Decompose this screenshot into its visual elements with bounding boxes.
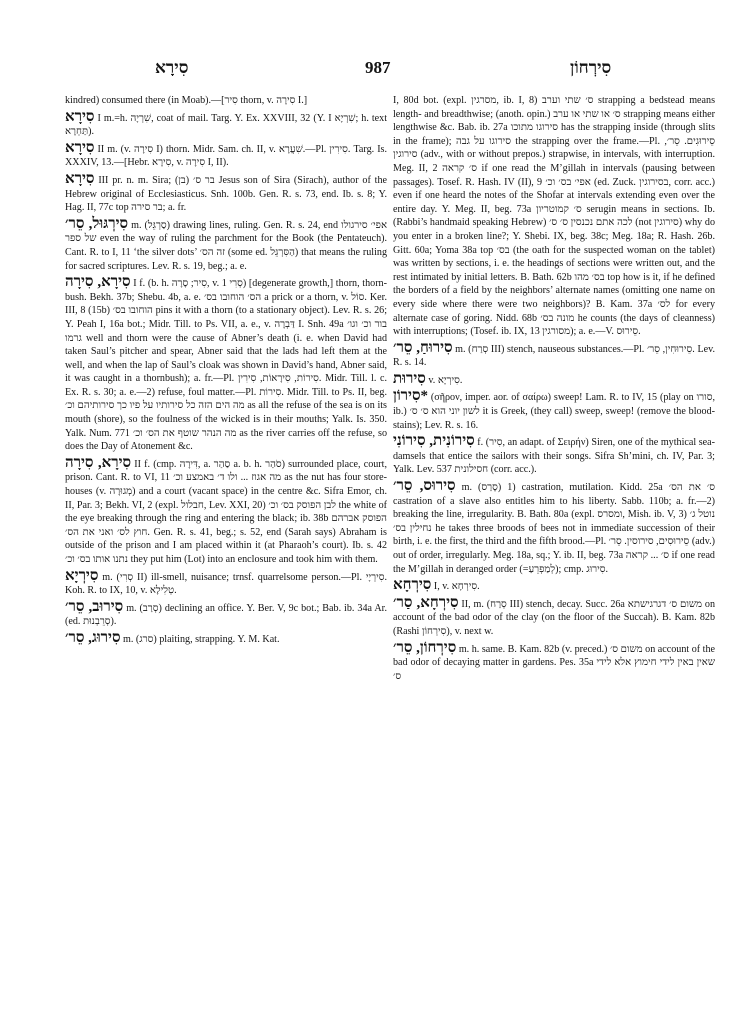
dictionary-entry	[65, 569, 387, 598]
page-header	[60, 58, 720, 82]
entry-headword: סִירוּב, סֵר׳	[65, 598, 124, 615]
entry-text: II, m. (סְרַח III) stench, decay. Succ. 26a משום ס׳ דגרגישתא on account of the bad odor of the clay (on the floor of the Succah). B. Kam. 82b (Rashi סִירְחוֹן), v. next w.	[393, 598, 715, 637]
entry-text: m. (סְרַב) declining an office. Y. Ber. V, 9c bot.; Bab. ib. 34a Ar. (ed. סְרֵבְנוּת).	[65, 602, 388, 628]
dictionary-entry	[393, 389, 715, 432]
dictionary-entry	[393, 92, 715, 339]
entry-headword: סִירְחָא, סַר׳	[393, 594, 459, 611]
entry-text: I, 80d bot. (expl. מסרגין, ib. I, 8) ס׳ שתי וערב strapping a bedstead means length- and breadthwise; (anoth. opin.) ס׳ או שתי או ערב strapping means either lengthwise &c. Bab. ib. 27a סירוגו מתוכו has the strapping inside (through slits in the frame); סירוגו על גבה the strapping over the frame.—Pl. סֵירוּגִים. סֵר׳, סירוגין (adv., with or without prepos.) strapwise, in intervals, with interruption. Meg. II, 2 ס׳ קראה if one read the M’gillah in intervals (pausing between passages). Tosef. R. Hash. IV (II), 9 אפי׳ בס׳ וכ׳ (ed. Zuck. בסירוגין, corr. acc.) even if one heard the notes of the Shofar at intervals extending even over the entire day. Y. Meg. II, beg. 73a ס׳ קמוטריון serugin means in sections. Ib. (Rabbi’s handmaid speaking Hebrew) לכה אתם נכנסין ס׳ ס׳ (not סירוגין) why do you enter in a broken line?; Y. Shebi. IX, beg. 38c; Meg. 18a; R. Hash. 26b. Gitt. 60a; Yoma 38a top בס׳ (the oath for the suspected woman on the tablet) was written by sections, i. e. the headings of sections were written out, and the rest intimated by initial letters. B. Bath. 62b בס׳ מהו top how is it, if he defined the borders of a field by the neighbors’ alternate names (omitting one name on every side where there were two neighbors)? B. Kam. 37a לס׳ for every alternate case of goring. Nidd. 68b מונה בס׳ he counts (the days of cleanness) with interruptions; (Tosef. ib. IX, 13 מסורגין); a. e.—V. סֵירוּס.	[393, 95, 716, 338]
left-headword: סִירָא	[155, 58, 189, 77]
page-number: 987	[365, 58, 391, 77]
dictionary-entry	[65, 141, 387, 170]
dictionary-entry	[65, 110, 387, 139]
entry-text: v. סִירְיָא.	[428, 374, 463, 386]
dictionary-entry	[65, 631, 387, 647]
entry-text: I m.=h. שִׁרְיָה, coat of mail. Targ. Y. Ex. XXVIII, 32 (Y. I שִׁרְיָא; h. text תַּחְרָא).	[65, 112, 387, 138]
entry-text: I f. (b. h. סִיר; סָרָה, v. סְרִי 1) [degenerate growth,] thorn, thorn-bush. Bekh. 37b; Shebu. 4b, a. e. הס׳ הוחובו בס׳ a prick or a thorn, v. סוֹל. Ker. III, 8 (15b) הוחובו בס׳ pins it with a thorn (to a stationary object). Lev. R. s. 26; Y. Peah I, 16a bot.; Midr. Till. to Ps. VII, a. e., v. דַּבְרָה I. Snh. 49a בור וכ׳ וגו׳ גרמו well and thorn were the cause of Abner’s death (i. e. when David had taken Saul’s pitcher and spear, Abner said that the lads had left them at the well, and when the lap of Saul’s cloak was shown in David’s hand, Abner said, it was caught in a thornbush); a. fr.—Pl. סִירוֹת, סִירָאוֹת, סִירִין. Midr. Till. l. c. Ex. R. s. 30; a. e.—2) refuse, foul matter.—Pl. סִירוֹת. Midr. Till. to Ps. II, beg. מה הים הזה כל סירותיו על פיו כך סירותיהם וכ׳ as all the refuse of the sea is on its mouth (shore), so the foulness of the wicked is in their mouths; Yalk. Is. 350. Yalk. Num. 771 מה הנהר שוטף את הס׳ וכ׳ as the river carries off the refuse, so does the Day of Atonement &c.	[65, 278, 388, 453]
dictionary-entry	[393, 479, 715, 576]
dictionary-entry	[65, 456, 387, 567]
entry-headword: סִירוּג, סֵר׳	[65, 629, 121, 646]
right-headword: סִירְחוֹן	[570, 58, 612, 77]
entry-text: m. (סְרִי II) ill-smell, nuisance; trnsf. quarrelsome person.—Pl. סִירְיָי. Koh. R. to IX, 10, v. טְלִילָא.	[65, 571, 387, 597]
entry-text: m. (סַרְגֵּל) drawing lines, ruling. Gen. R. s. 24, end אפי׳ סירגולו של ספר even the way of ruling the parchment for the Book (the Pentateuch). Cant. R. to I, 11 ‘the silver dots’ זה הס׳ (some ed. הַסִּרְגֵּל) that means the ruling for sacred scriptures. Lev. R. s. 19, beg.; a. e.	[65, 219, 388, 272]
entry-text: III pr. n. m. Sira; (בן) בר ס׳ Jesus son of Sira (Sirach), author of the Hebrew original of Ecclesiasticus. Snh. 100b. Gen. R. s. 73, end. Ib. s. 8; Y. Hag. II, 77c top בר סירה; a. fr.	[65, 174, 388, 214]
dictionary-entry	[393, 641, 715, 684]
entry-headword: סִירָא	[65, 108, 95, 125]
entry-text: f. (סִיר, an adapt. of Σειρήν) Siren, one of the mythical sea-damsels that entice the sailors with their songs. Sifra Sh’mini, ch. IV, Par. 3; Yalk. Lev. 537 חסילונית (corr. acc.).	[393, 437, 715, 476]
dictionary-entry	[393, 596, 715, 639]
dictionary-entry	[393, 434, 715, 477]
dictionary-entry	[65, 217, 387, 273]
dictionary-entry	[393, 372, 715, 388]
dictionary-entry	[65, 600, 387, 629]
entry-headword: סִירָא, סִירָה	[65, 454, 132, 471]
entry-headword: סִירוֹנִית, סִירוֹנִי	[393, 433, 475, 450]
entry-headword: סִירְיָא	[65, 567, 99, 584]
dictionary-entry	[393, 341, 715, 370]
entry-text: kindred) consumed there (in Moab).—[סִיר thorn, v. סִירָה I.]	[65, 95, 308, 106]
entry-text: (σῆρον, imper. aor. of σαίρω) sweep! Lam. R. to IV, 15 (play on סורו, ib.) לשון יוני הוא ס׳ ס׳ it is Greek, (they call) sweep, sweep! (remove the blood-stains); Lev. R. s. 16.	[393, 392, 716, 431]
left-column	[65, 92, 387, 649]
entry-headword: סִירָא	[65, 139, 95, 156]
entry-text: m. h. same. B. Kam. 82b (v. preced.) משום ס׳ on account of the bad odor of decaying matter in gardens. Pes. 35a שאין באין לידי חימוץ אלא לידי ס׳	[393, 643, 716, 682]
entry-headword: סִירָא	[65, 170, 95, 187]
entry-headword: סִירְגּוּל, סֵר׳	[65, 215, 129, 232]
entry-text: m. (סָרַס) 1) castration, mutilation. Kidd. 25a ס׳ את הס׳ castration of a slave also entitles him to his liberty. Sabb. 110b; a. fr.—2) breaking the line, irregularity. B. Bath. 80a (expl. ומסרס, Mish. ib. V, 3) נוטל ג׳ נחילין בס׳ he takes three broods of bees not in immediate succession of their birth, i. e. the first, the third and the fifth brood.—Pl. סֵירוּסִים, סירוסין. סֵר׳ (adv.) out of order, irregularly. Meg. 18a, sq.; Y. ib. II, beg. 73a ס׳ ... קראה if one read the M’gillah in deranged order (=לְמַפְרֵעַ); cmp. סִירוּג.	[393, 482, 716, 575]
entry-text: II f. (cmp. דִּירָה, a. סַהַר a. b. h. סֹהַר) surrounded place, court, prison. Cant. R. to VI, 11 מה אגוז ... ולו ד׳ באמצע וכ׳ as the nut has four store-houses (v. מְגוּרָה) and a court (vacant space) in the centre &c. Sifra Emor, ch. II, Par. 3; Bekh. VI, 2 (expl. חבלול, Lev. XXI, 20) לבן הפוסק בס׳ וכ׳ the white of the eye breaking through the ring and entering the black; ib. 38b הפוסק אברהם חוץ לס׳ ואני את הס׳. Gen. R. s. 41, beg.; s. 52, end (Sarah says) Abraham is outside of the prison and I am placed within it (at Pharaoh’s court). Ib. s. 42 נתנו אותו בס׳ וכ׳ they put him (Lot) into an enclosure and took him with them.	[65, 458, 387, 565]
entry-headword: סִירוּת	[393, 370, 426, 387]
entry-text: I, v. סִירְחָא.	[433, 581, 480, 593]
dictionary-entry	[65, 172, 387, 215]
entry-text: m. (סרג) plaiting, strapping. Y. M. Kat.	[123, 633, 280, 645]
entry-text: m. (סְרַח III) stench, nauseous substances.—Pl. סֵירוּחִין, סֵר׳. Lev. R. s. 14.	[393, 343, 716, 369]
dictionary-entry	[65, 275, 387, 454]
entry-headword: סִירְחוֹן, סֵר׳	[393, 639, 457, 656]
dictionary-entry	[65, 92, 387, 108]
entry-headword: סִירְחָא	[393, 577, 432, 594]
entry-headword: סִירוּס, סֵר׳	[393, 478, 456, 495]
entry-headword: סִירָא, סִירָה	[65, 274, 131, 291]
entry-headword: סִירוּחַ, סֵר׳	[393, 339, 453, 356]
right-column	[393, 92, 715, 685]
dictionary-entry	[393, 578, 715, 594]
entry-headword: *סִירוֹן	[393, 388, 428, 405]
entry-text: II m. (v. סִירָה I) thorn. Midr. Sam. ch. II, v. שִׁעֲרָא.—Pl. סִירִין. Targ. Is. XXXIV, 13.—[Hebr. סִירָא, v. סִירָה I, II).	[65, 143, 388, 169]
